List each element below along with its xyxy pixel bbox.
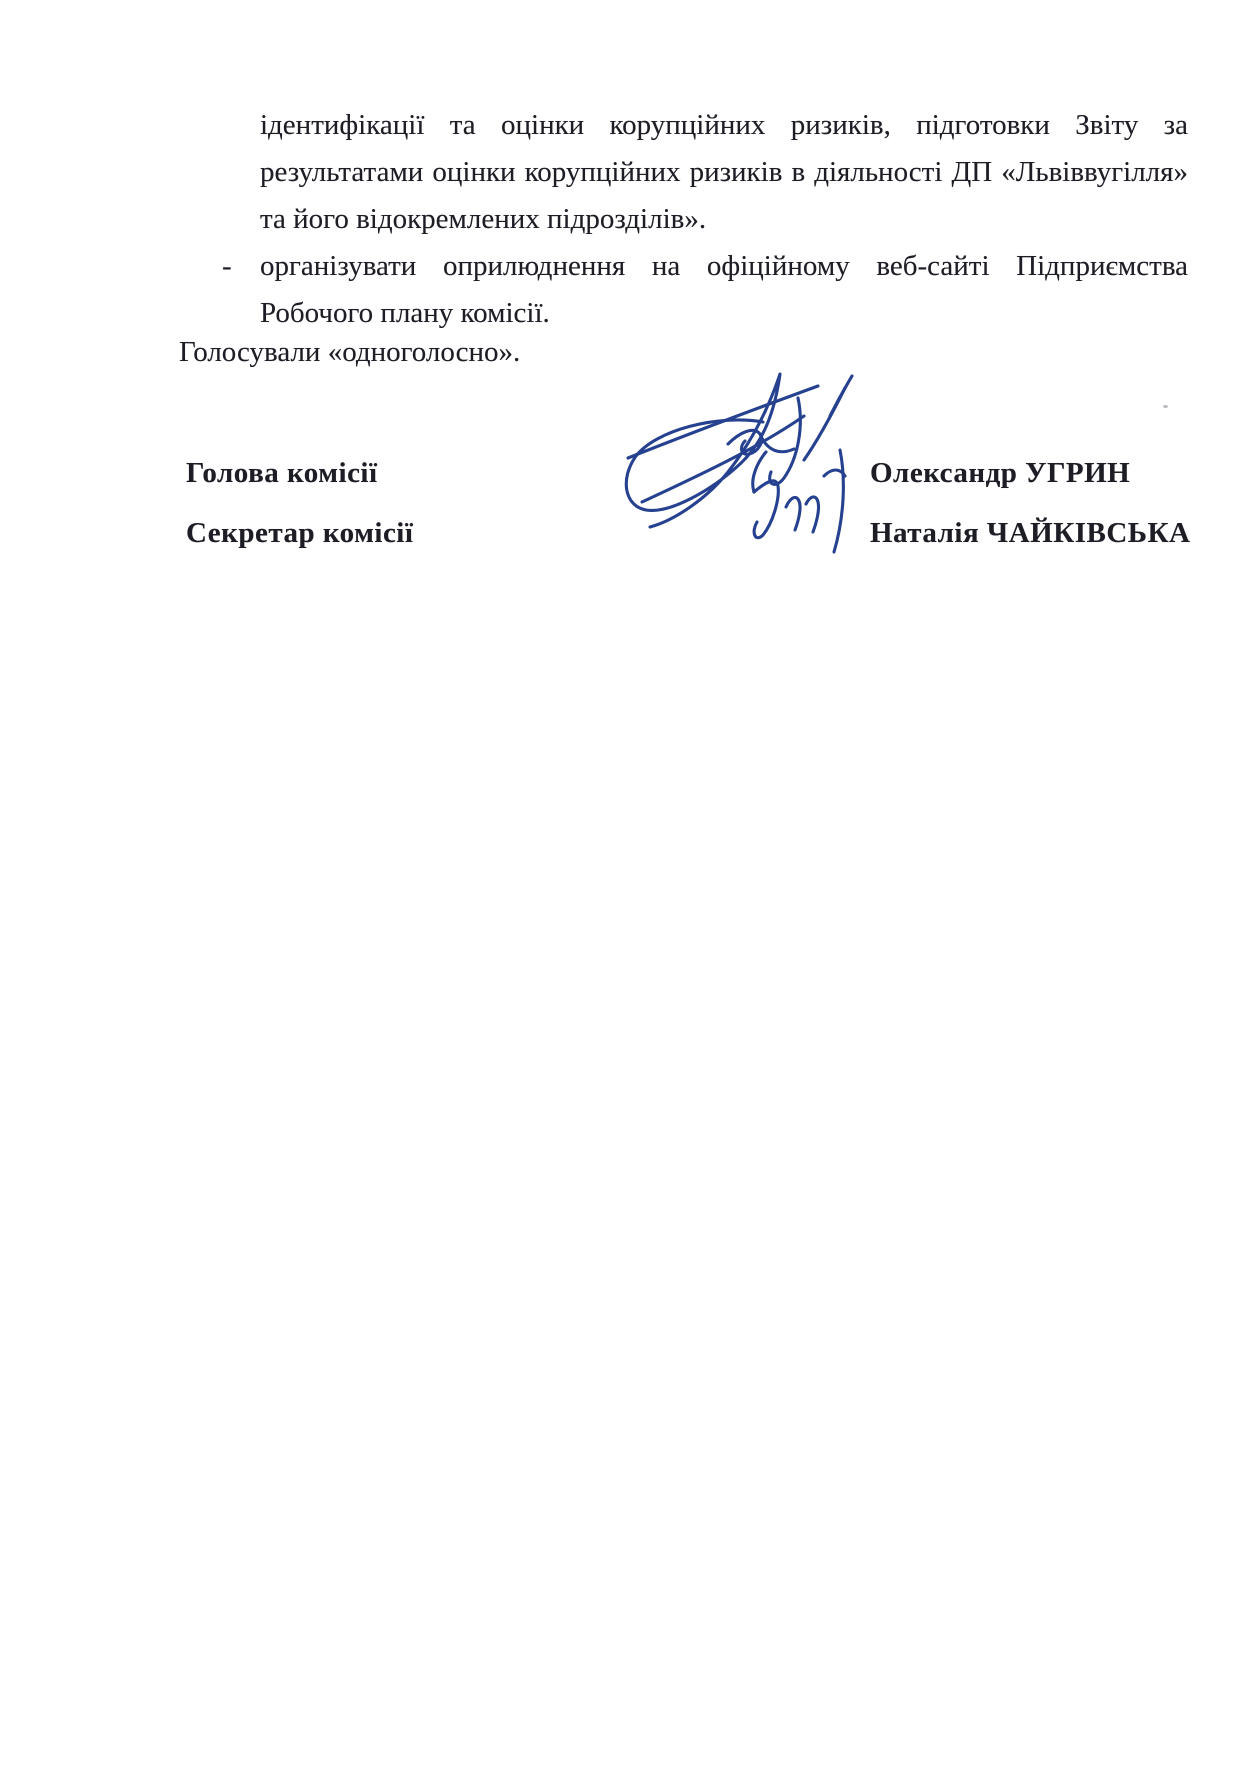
signatory-role-secretary: Секретар комісії <box>186 517 414 549</box>
paragraph-line: результатами оцінки корупційних ризиків в діяльності ДП «Львіввугілля» <box>260 156 1188 188</box>
signatory-name-secretary: Наталія ЧАЙКІВСЬКА <box>870 517 1191 549</box>
list-item-line: Робочого плану комісії. <box>260 297 550 329</box>
signatory-name-head: Олександр УГРИН <box>870 457 1131 489</box>
list-item-line: організувати оприлюднення на офіційному веб-сайті Підприємства <box>260 250 1188 282</box>
list-dash-marker: - <box>222 250 232 282</box>
paragraph-line: та його відокремлених підрозділів». <box>260 203 707 235</box>
paragraph-line: ідентифікації та оцінки корупційних ризиків, підготовки Звіту за <box>260 109 1188 141</box>
handwritten-signature-ink <box>608 352 868 562</box>
scan-artifact-speck <box>1163 405 1168 408</box>
signatory-role-head: Голова комісії <box>186 457 378 489</box>
voting-result-line: Голосували «одноголосно». <box>179 336 521 368</box>
